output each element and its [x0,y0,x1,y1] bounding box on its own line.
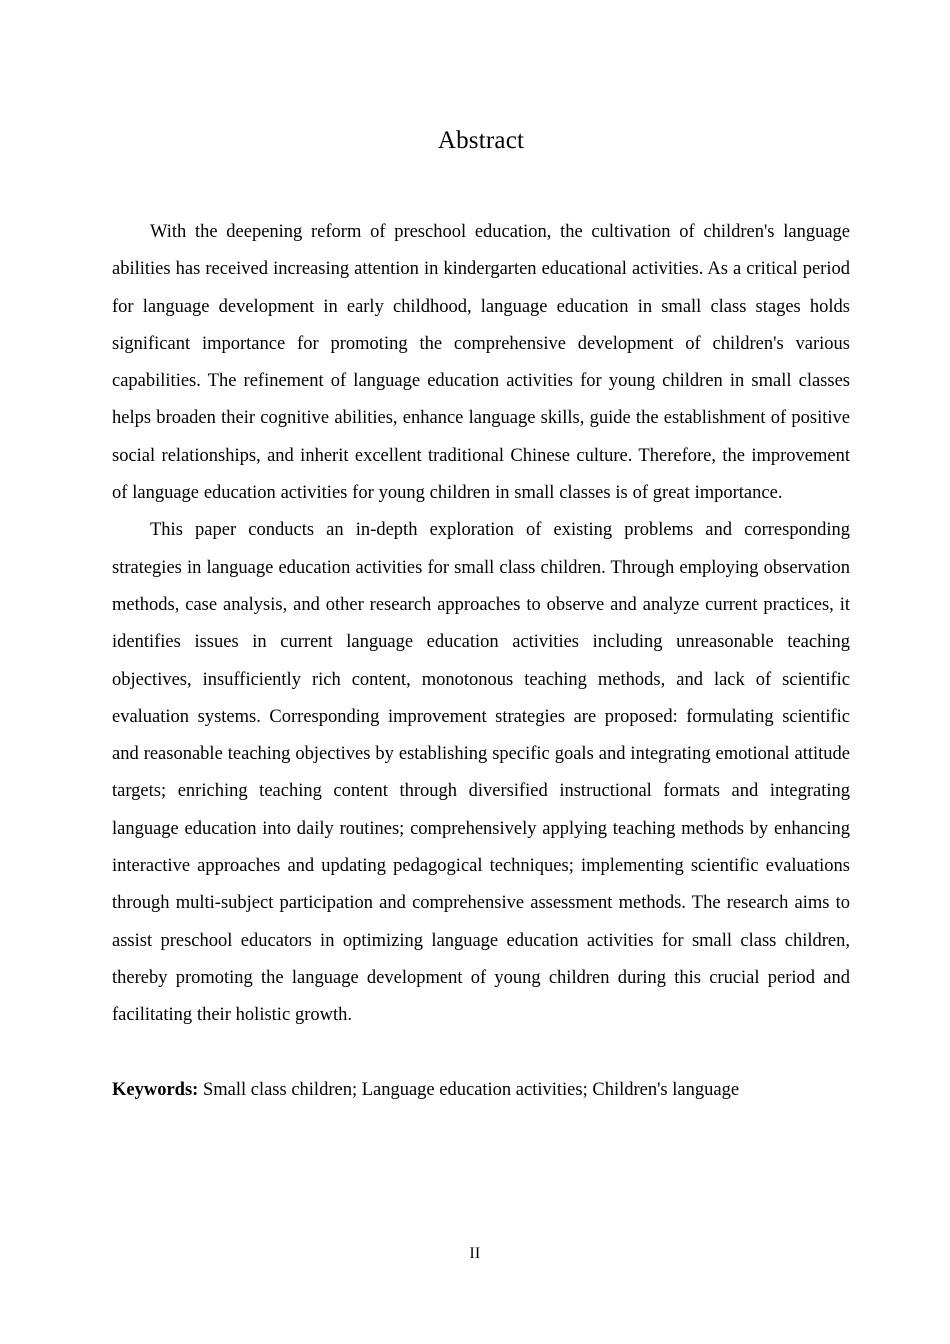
keywords-value: Small class children; Language education activities; Children's language [198,1079,740,1100]
abstract-body [112,214,850,1109]
page-number: II [469,1245,481,1262]
page-title: Abstract [437,127,525,154]
abstract-paragraph-2: This paper conducts an in-depth exploration of existing problems and corresponding strategies in language education activities for small class children. Through employing observation methods, case analysis, and other research approaches to observe and analyze current practices, it identifies issues in current language education activities including unreasonable teaching objectives, insufficiently rich content, monotonous teaching methods, and lack of scientific evaluation systems. Corresponding improvement strategies are proposed: formulating scientific and reasonable teaching objectives by establishing specific goals and integrating emotional attitude targets; enriching teaching content through diversified instructional formats and integrating language education into daily routines; comprehensively applying teaching methods by enhancing interactive approaches and updating pedagogical techniques; implementing scientific evaluations through multi-subject participation and comprehensive assessment methods. The research aims to assist preschool educators in optimizing language education activities for small class children, thereby promoting the language development of young children during this crucial period and facilitating their holistic growth. [112,520,850,1026]
keywords-line [112,1035,850,1109]
page-content [112,0,850,1109]
keywords-label: Keywords: [112,1079,199,1100]
abstract-paragraph-1: With the deepening reform of preschool education, the cultivation of children's language abilities has received increasing attention in kindergarten educational activities. As a critical period for language development in early childhood, language education in small class stages holds significant importance for promoting the comprehensive development of children's various capabilities. The refinement of language education activities for young children in small classes helps broaden their cognitive abilities, enhance language skills, guide the establishment of positive social relationships, and inherit excellent traditional Chinese culture. Therefore, the improvement of language education activities for young children in small classes is of great importance. [112,222,850,504]
